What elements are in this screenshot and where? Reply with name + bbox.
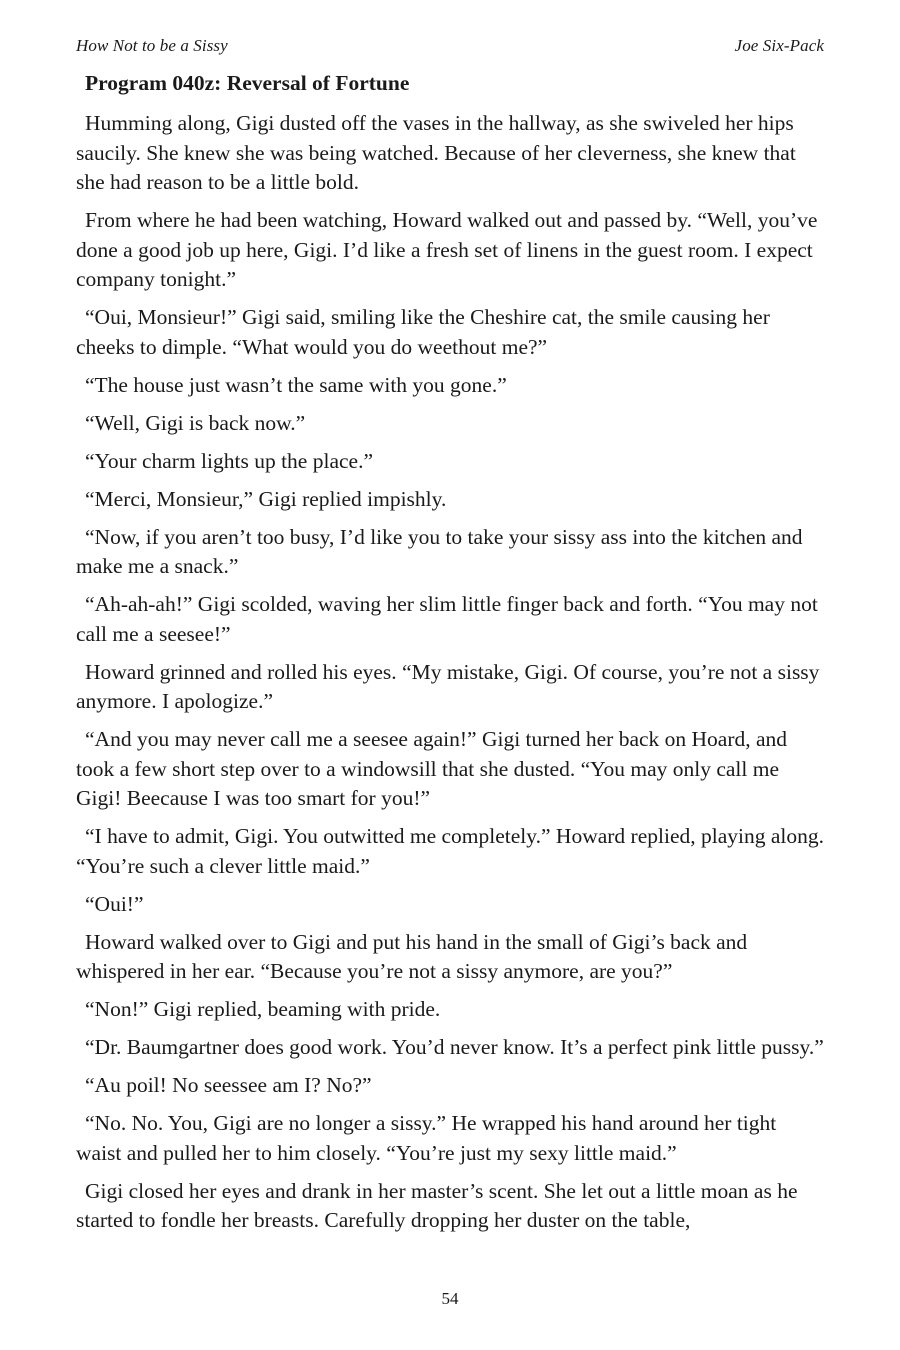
paragraph: From where he had been watching, Howard walked out and passed by. “Well, you’ve done a good job up here, Gigi. I’d like a fresh set of linens in the guest room. I expect company tonight.” [76, 208, 818, 291]
running-head [76, 36, 824, 56]
paragraph: Howard walked over to Gigi and put his hand in the small of Gigi’s back and whispered in her ear. “Because you’re not a sissy anymore, are you?” [76, 929, 748, 983]
paragraph: “Merci, Monsieur,” Gigi replied impishly. [85, 486, 447, 511]
page-number: 54 [441, 1289, 459, 1308]
chapter-title: Program 040z: Reversal of Fortune [85, 71, 410, 95]
paragraph: Howard grinned and rolled his eyes. “My mistake, Gigi. Of course, you’re not a sissy anymore. I apologize.” [76, 659, 820, 713]
paragraph: “Au poil! No seessee am I? No?” [85, 1073, 372, 1097]
page-content [76, 70, 824, 1244]
paragraph: “Oui, Monsieur!” Gigi said, smiling like the Cheshire cat, the smile causing her cheeks to dimple. “What would you do weethout me?” [76, 305, 770, 359]
paragraph: “Oui!” [85, 891, 144, 916]
paragraph: “Well, Gigi is back now.” [85, 410, 306, 435]
paragraph: “Now, if you aren’t too busy, I’d like you to take your sissy ass into the kitchen and make me a snack.” [76, 524, 803, 578]
paragraph: Humming along, Gigi dusted off the vases in the hallway, as she swiveled her hips saucily. She knew she was being watched. Because of her cleverness, she knew that she had reason to be a little bold. [76, 111, 796, 194]
paragraph: “The house just wasn’t the same with you gone.” [85, 372, 507, 397]
paragraph: “And you may never call me a seesee again!” Gigi turned her back on Hoard, and took a few short step over to a windowsill that she dusted. “You may only call me Gigi! Beecause I was too smart for you!” [76, 727, 788, 810]
paragraph: “No. No. You, Gigi are no longer a sissy.” He wrapped his hand around her tight waist and pulled her to him closely. “You’re just my sexy little maid.” [76, 1111, 777, 1165]
paragraph: Gigi closed her eyes and drank in her master’s scent. She let out a little moan as he started to fondle her breasts. Carefully dropping her duster on the table, [76, 1178, 798, 1232]
paragraph: “Non!” Gigi replied, beaming with pride. [85, 997, 441, 1021]
paragraph: “Your charm lights up the place.” [85, 448, 373, 473]
paragraph: “I have to admit, Gigi. You outwitted me completely.” Howard replied, playing along. “You’re such a clever little maid.” [76, 824, 824, 878]
paragraph: “Dr. Baumgartner does good work. You’d never know. It’s a perfect pink little pussy.” [85, 1035, 824, 1059]
paragraph: “Ah-ah-ah!” Gigi scolded, waving her slim little finger back and forth. “You may not call me a seesee!” [76, 592, 818, 646]
running-head-book-title: How Not to be a Sissy [76, 36, 228, 55]
running-head-author: Joe Six-Pack [734, 36, 824, 55]
